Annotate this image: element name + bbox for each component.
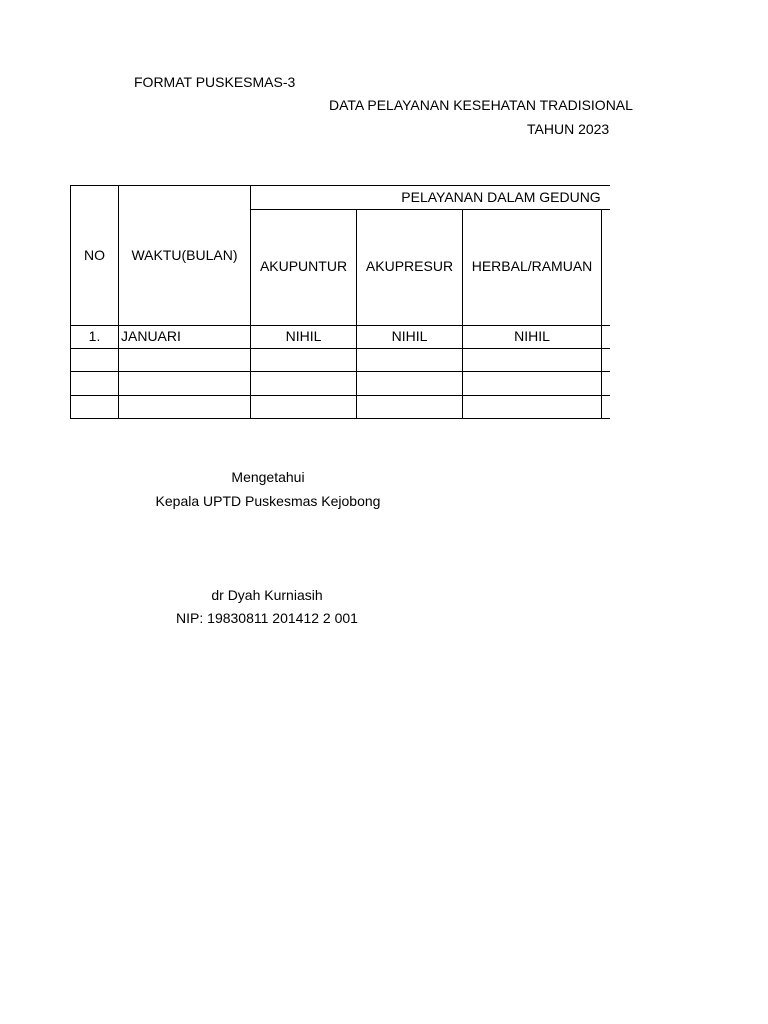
document-title: DATA PELAYANAN KESEHATAN TRADISIONAL (329, 97, 633, 113)
table-border-top (70, 185, 610, 186)
table-line-col-akupuntur (356, 209, 357, 419)
table-line-col-herbal (601, 209, 602, 419)
table-line-header-bottom (70, 325, 610, 326)
table-line-col-waktu (250, 185, 251, 419)
table-line-col-akupresur (462, 209, 463, 419)
cell-akupuntur: NIHIL (285, 328, 322, 344)
acknowledge-label: Mengetahui (231, 469, 305, 485)
table-line-col-no (118, 185, 119, 419)
cell-no: 1. (88, 328, 101, 344)
format-label: FORMAT PUSKESMAS-3 (134, 74, 296, 90)
table-border-bottom (70, 418, 610, 419)
cell-bulan: JANUARI (121, 328, 181, 344)
table-line-row2 (70, 371, 610, 372)
cell-akupresur: NIHIL (391, 328, 428, 344)
header-no: NO (84, 247, 105, 263)
table-line-row3 (70, 395, 610, 396)
header-akupresur: AKUPRESUR (365, 258, 454, 274)
header-waktu: WAKTU(BULAN) (131, 247, 238, 263)
signer-nip: NIP: 19830811 201412 2 001 (176, 610, 358, 626)
table-line-row1 (70, 348, 610, 349)
header-herbal-ramuan: HERBAL/RAMUAN (471, 258, 593, 274)
cell-herbal-ramuan: NIHIL (514, 328, 550, 344)
signer-name: dr Dyah Kurniasih (211, 587, 323, 603)
table-line-subheader (250, 209, 610, 210)
header-akupuntur: AKUPUNTUR (259, 258, 348, 274)
document-year: TAHUN 2023 (527, 121, 610, 137)
header-pelayanan-dalam-gedung: PELAYANAN DALAM GEDUNG (401, 189, 601, 205)
signer-position: Kepala UPTD Puskesmas Kejobong (155, 493, 381, 509)
table-border-left (70, 185, 71, 419)
